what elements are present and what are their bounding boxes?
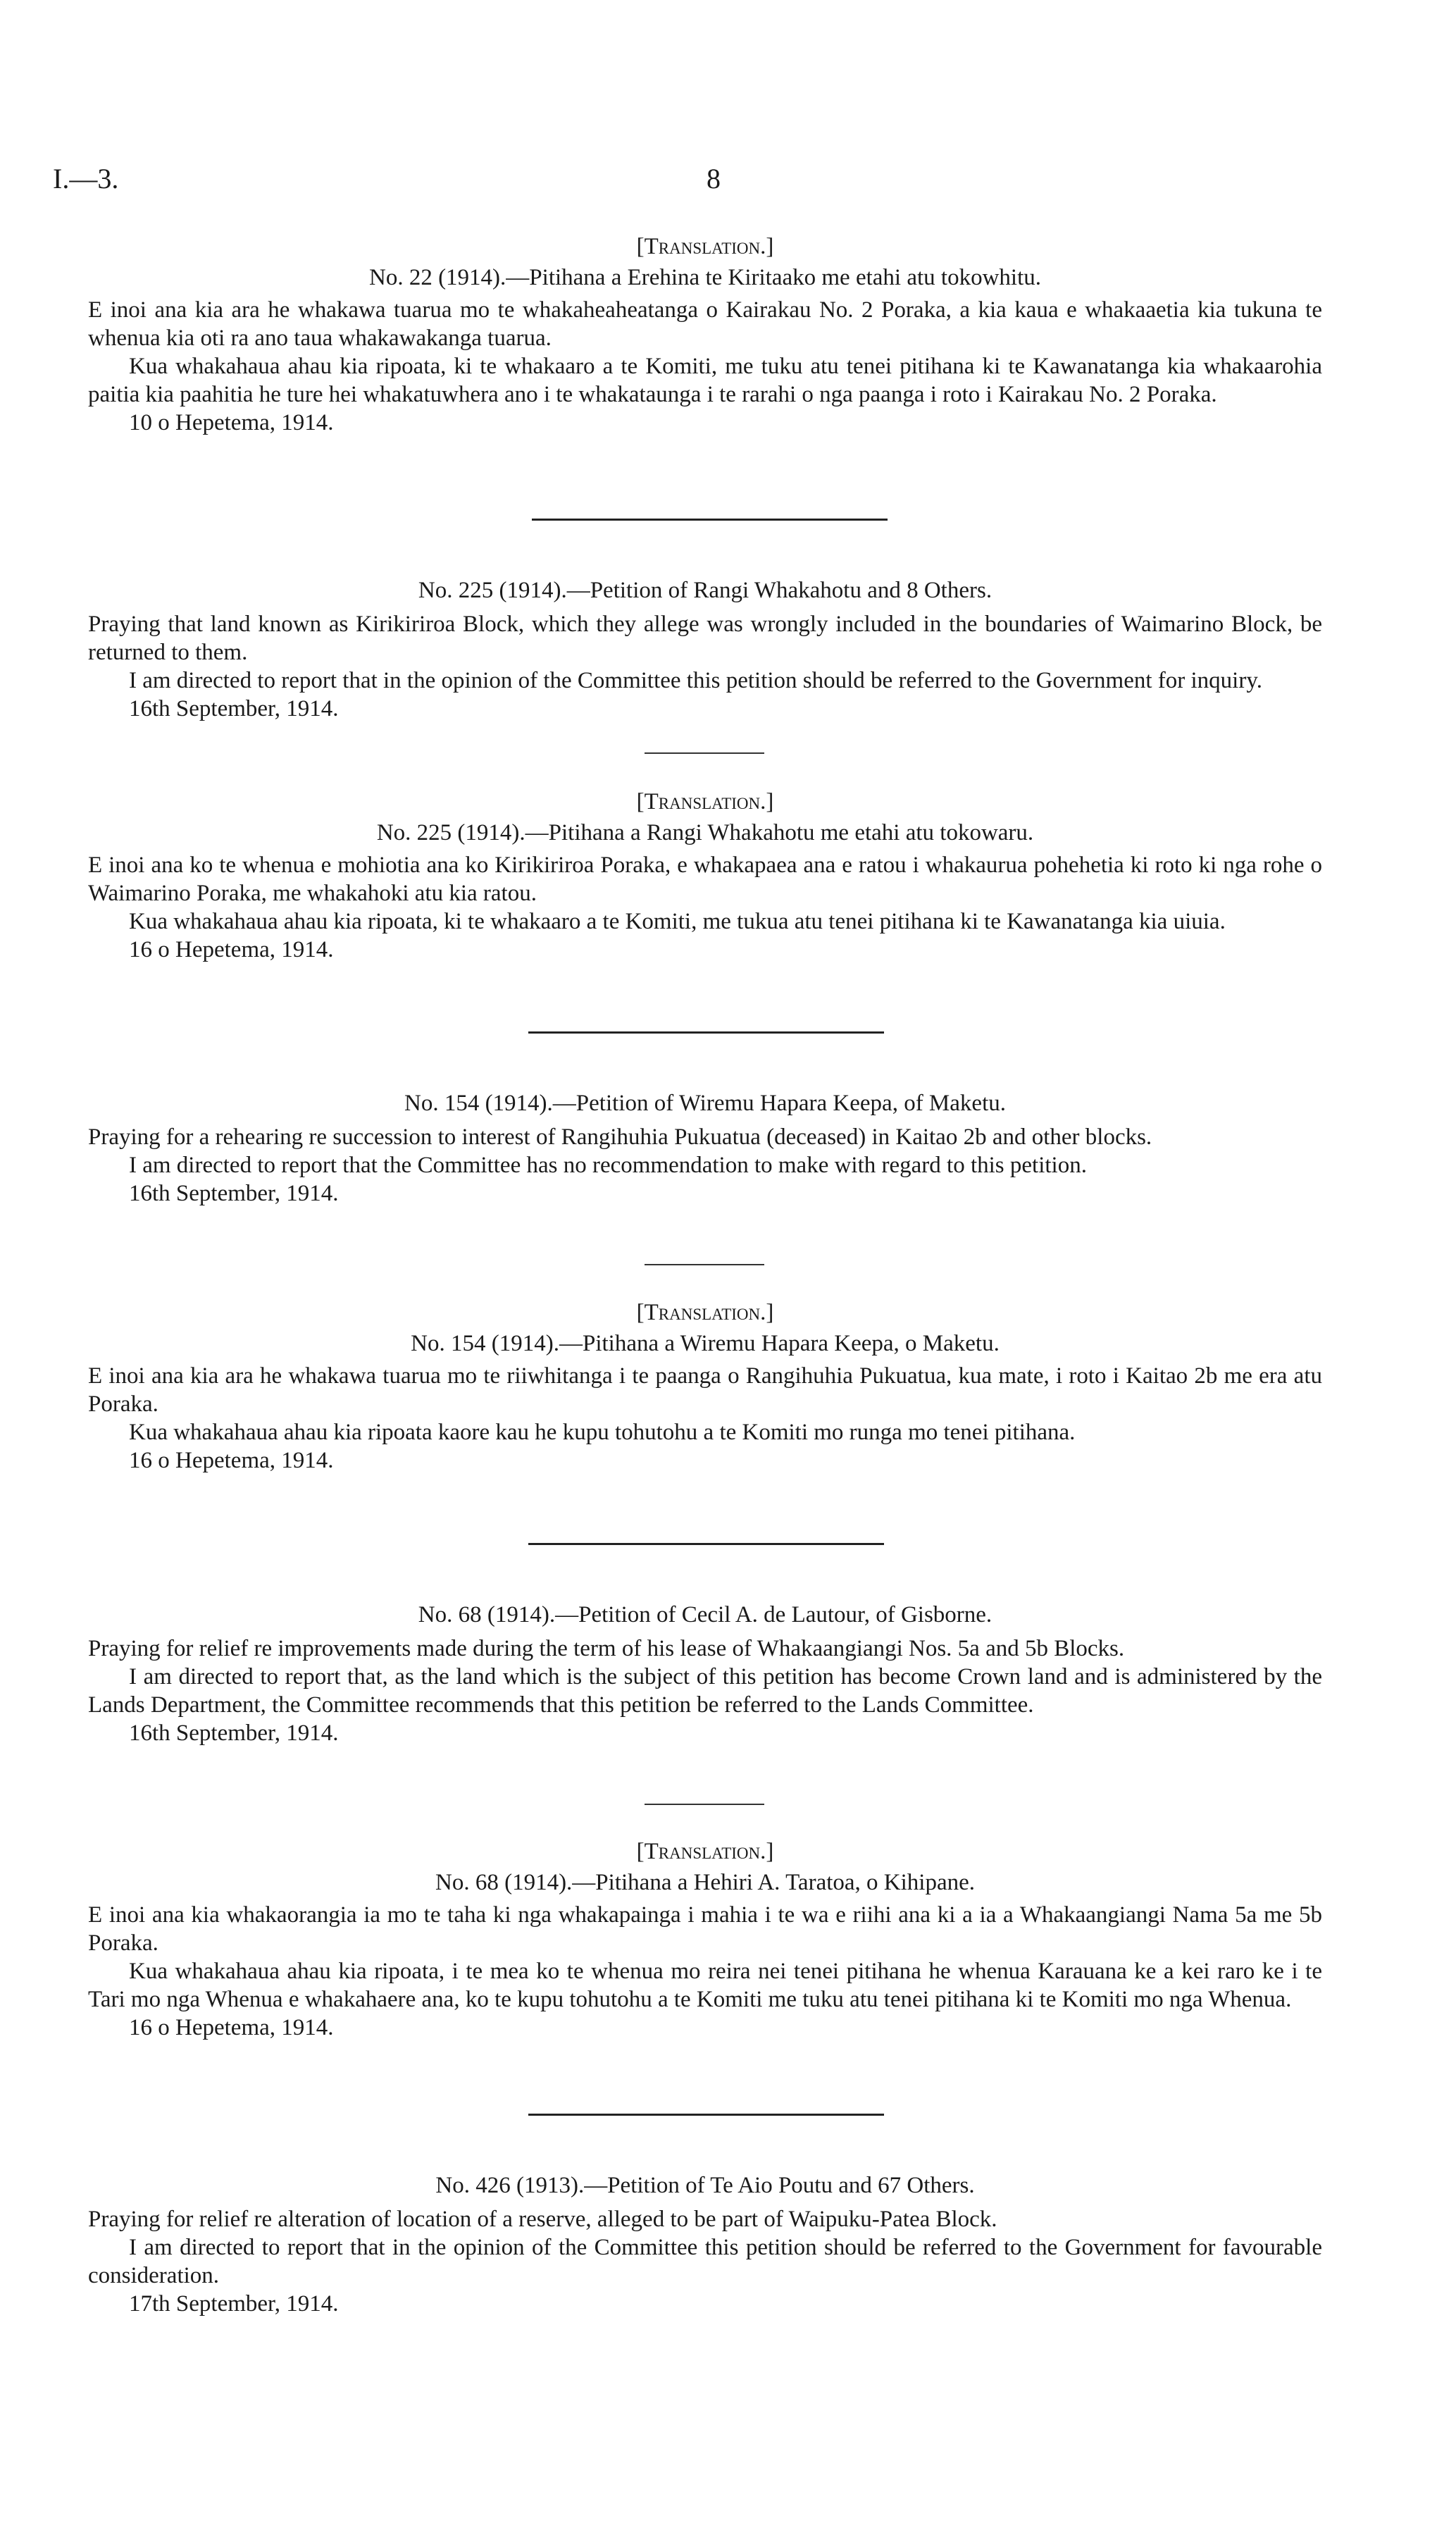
petition-prayer: E inoi ana kia ara he whakawa tuarua mo te riiwhitanga i te paanga o Rangihuhia Pukuatua, kua mate, i roto i Kaitao 2b me era atu Poraka.: [88, 1363, 1322, 1417]
petition-prayer: Praying for a rehearing re succession to interest of Rangihuhia Pukuatua (deceased) in Kaitao 2b and other blocks.: [88, 1124, 1152, 1150]
report-date: 16th September, 1914.: [129, 696, 339, 721]
petition-prayer: Praying for relief re improvements made during the term of his lease of Whakaangiangi Nos. 5a and 5b Blocks.: [88, 1636, 1125, 1661]
section-divider: [532, 519, 888, 521]
translation-label: [Translation.]: [636, 1300, 774, 1325]
translation-divider: [645, 1264, 764, 1265]
translation-label: [Translation.]: [636, 1839, 774, 1864]
committee-report: I am directed to report that in the opinion of the Committee this petition should be referred to the Government for favourable consideration.: [88, 2235, 1322, 2288]
petition-prayer: E inoi ana kia whakaorangia ia mo te taha ki nga whakapainga i mahia i te wa e riihi ana ki a ia a Whakaangiangi Nama 5a me 5b Poraka.: [88, 1902, 1322, 1956]
petition-section: [88, 1298, 1322, 1475]
petition-prayer: E inoi ana kia ara he whakawa tuarua mo te whakaheaheatanga o Kairakau No. 2 Poraka, a kia kaua e whakaaetia kia tukuna te whenua kia oti ra ano taua whakawakanga tuarua.: [88, 297, 1322, 351]
document-reference: I.—3.: [53, 163, 119, 194]
petition-prayer: Praying for relief re alteration of location of a reserve, alleged to be part of Waipuku-Patea Block.: [88, 2207, 997, 2232]
petition-title: No. 154 (1914).—Petition of Wiremu Hapara Keepa, of Maketu.: [404, 1091, 1006, 1116]
petition-title: No. 22 (1914).—Pitihana a Erehina te Kiritaako me etahi atu tokowhitu.: [368, 265, 1041, 290]
petition-section: [88, 788, 1322, 964]
committee-report: Kua whakahaua ahau kia ripoata, ki te whakaaro a te Komiti, me tukua atu tenei pitihana ki te Kawanatanga kia uiuia.: [129, 909, 1226, 934]
section-divider: [528, 1031, 884, 1034]
translation-divider: [645, 1804, 764, 1805]
committee-report: Kua whakahaua ahau kia ripoata, ki te whakaaro a te Komiti, me tuku atu tenei pitihana ki te Kawanatanga kia whakaarohia paitia kia paahitia he ture hei whakatuwhera ano i te whakataunga i te rarahi o nga paanga i roto i Kairakau No. 2 Poraka.: [88, 354, 1322, 407]
committee-report: I am directed to report that in the opinion of the Committee this petition should be referred to the Government for inquiry.: [129, 668, 1262, 693]
section-divider: [528, 2114, 884, 2116]
translation-label: [Translation.]: [636, 234, 774, 259]
report-date: 16 o Hepetema, 1914.: [129, 2015, 334, 2040]
report-date: 16th September, 1914.: [129, 1720, 339, 1746]
report-date: 16 o Hepetema, 1914.: [129, 937, 334, 962]
petition-section: [88, 1089, 1322, 1208]
petition-section: [88, 576, 1322, 723]
petition-section: [88, 1601, 1322, 1747]
committee-report: I am directed to report that, as the land which is the subject of this petition has become Crown land and is administered by the Lands Department, the Committee recommends that this petition be referred to the Lands Committee.: [88, 1664, 1322, 1718]
report-date: 17th September, 1914.: [129, 2291, 339, 2317]
petition-section: [88, 2171, 1322, 2318]
petition-section: [88, 1837, 1322, 2042]
petition-prayer: Praying that land known as Kirikiriroa Block, which they allege was wrongly included in the boundaries of Waimarino Block, be returned to them.: [88, 612, 1322, 665]
section-divider: [528, 1543, 884, 1545]
petition-title: No. 426 (1913).—Petition of Te Aio Poutu and 67 Others.: [435, 2173, 975, 2198]
petition-title: No. 225 (1914).—Pitihana a Rangi Whakahotu me etahi atu tokowaru.: [376, 820, 1034, 845]
report-date: 16 o Hepetema, 1914.: [129, 1448, 334, 1473]
petition-title: No. 154 (1914).—Pitihana a Wiremu Hapara Keepa, o Maketu.: [411, 1331, 1000, 1356]
petition-title: No. 68 (1914).—Pitihana a Hehiri A. Taratoa, o Kihipane.: [435, 1870, 975, 1895]
committee-report: Kua whakahaua ahau kia ripoata kaore kau he kupu tohutohu a te Komiti mo runga mo tenei pitihana.: [129, 1420, 1076, 1445]
petition-section: [88, 232, 1322, 437]
petition-prayer: E inoi ana ko te whenua e mohiotia ana ko Kirikiriroa Poraka, e whakapaea ana e ratou i whakaurua pohehetia ki roto ki nga rohe o Waimarino Poraka, me whakahoki atu kia ratou.: [88, 852, 1322, 906]
translation-label: [Translation.]: [636, 789, 774, 814]
page-number: 8: [707, 163, 721, 194]
committee-report: I am directed to report that the Committee has no recommendation to make with regard to this petition.: [129, 1153, 1087, 1178]
petition-title: No. 225 (1914).—Petition of Rangi Whakahotu and 8 Others.: [418, 578, 993, 603]
translation-divider: [645, 752, 764, 754]
petition-title: No. 68 (1914).—Petition of Cecil A. de Lautour, of Gisborne.: [418, 1602, 993, 1627]
report-date: 10 o Hepetema, 1914.: [129, 410, 334, 435]
report-date: 16th September, 1914.: [129, 1181, 339, 1206]
committee-report: Kua whakahaua ahau kia ripoata, i te mea ko te whenua mo reira nei tenei pitihana he whenua Karauana ke a kei raro ke i te Tari mo nga Whenua e whakahaere ana, ko te kupu tohutohu a te Komiti me tuku atu tenei pitihana ki te Komiti mo nga Whenua.: [88, 1959, 1322, 2012]
